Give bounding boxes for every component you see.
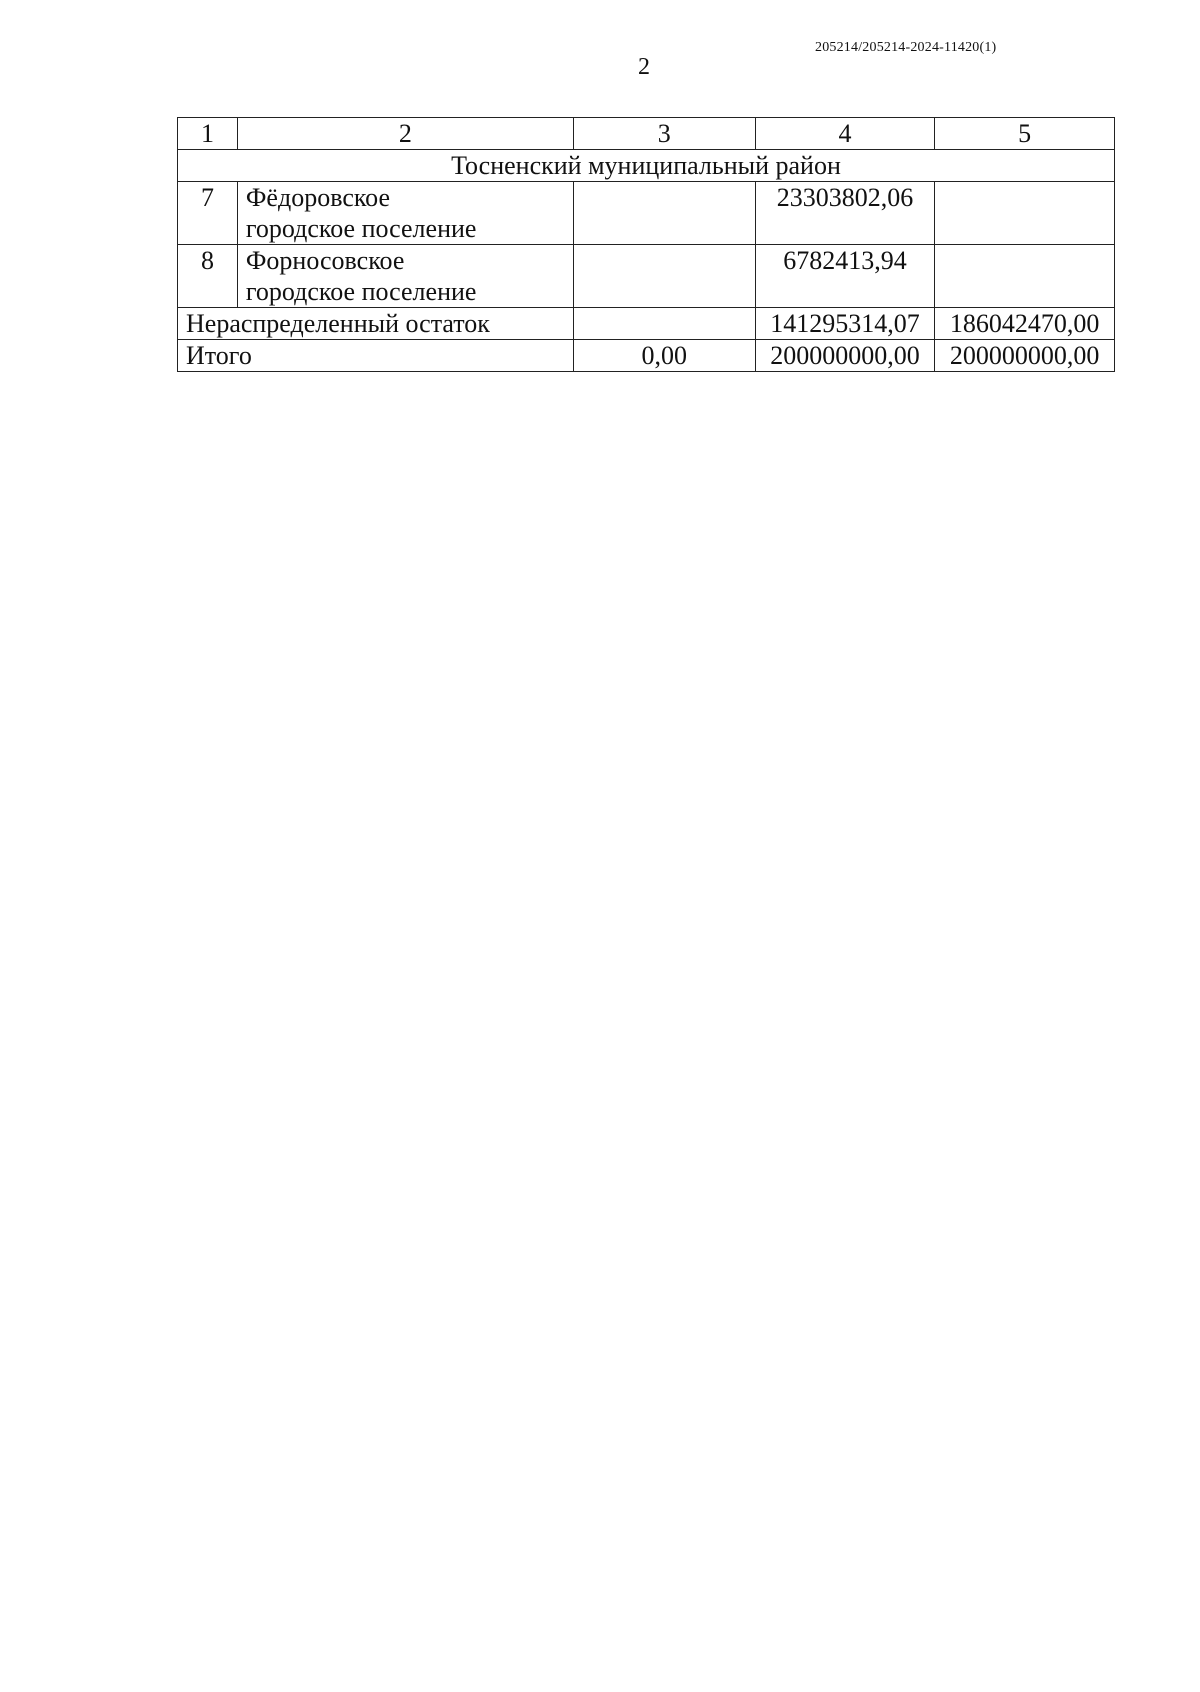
remainder-row: [178, 308, 1115, 340]
col4-value: 23303802,06: [755, 182, 935, 245]
col4-value: 6782413,94: [755, 245, 935, 308]
document-id: 205214/205214-2024-11420(1): [815, 40, 997, 55]
table-row: [178, 245, 1115, 308]
header-cell: 2: [237, 118, 573, 150]
row-number: 7: [178, 182, 238, 245]
remainder-col5: 186042470,00: [935, 308, 1115, 340]
total-col5: 200000000,00: [935, 340, 1115, 372]
settlement-name-line: Форносовское: [245, 246, 405, 275]
section-row: [178, 150, 1115, 182]
settlement-name: [237, 245, 573, 308]
total-col3: 0,00: [573, 340, 755, 372]
remainder-col4: 141295314,07: [755, 308, 935, 340]
header-cell: 4: [755, 118, 935, 150]
settlement-name-line: городское поселение: [245, 214, 477, 243]
allocation-table: [177, 117, 1115, 372]
header-cell: 3: [573, 118, 755, 150]
header-cell: 5: [935, 118, 1115, 150]
header-cell: 1: [178, 118, 238, 150]
table-header-row: [178, 118, 1115, 150]
remainder-label: Нераспределенный остаток: [178, 308, 574, 340]
page-number: 2: [638, 54, 650, 80]
total-col4: 200000000,00: [755, 340, 935, 372]
col5-value: [935, 245, 1115, 308]
table-row: [178, 182, 1115, 245]
col3-value: [573, 182, 755, 245]
remainder-col3: [573, 308, 755, 340]
settlement-name-line: городское поселение: [245, 277, 477, 306]
row-number: 8: [178, 245, 238, 308]
settlement-name: [237, 182, 573, 245]
settlement-name-line: Фёдоровское: [245, 183, 391, 212]
total-row: [178, 340, 1115, 372]
col5-value: [935, 182, 1115, 245]
col3-value: [573, 245, 755, 308]
total-label: Итого: [178, 340, 574, 372]
section-title: Тосненский муниципальный район: [178, 150, 1115, 182]
